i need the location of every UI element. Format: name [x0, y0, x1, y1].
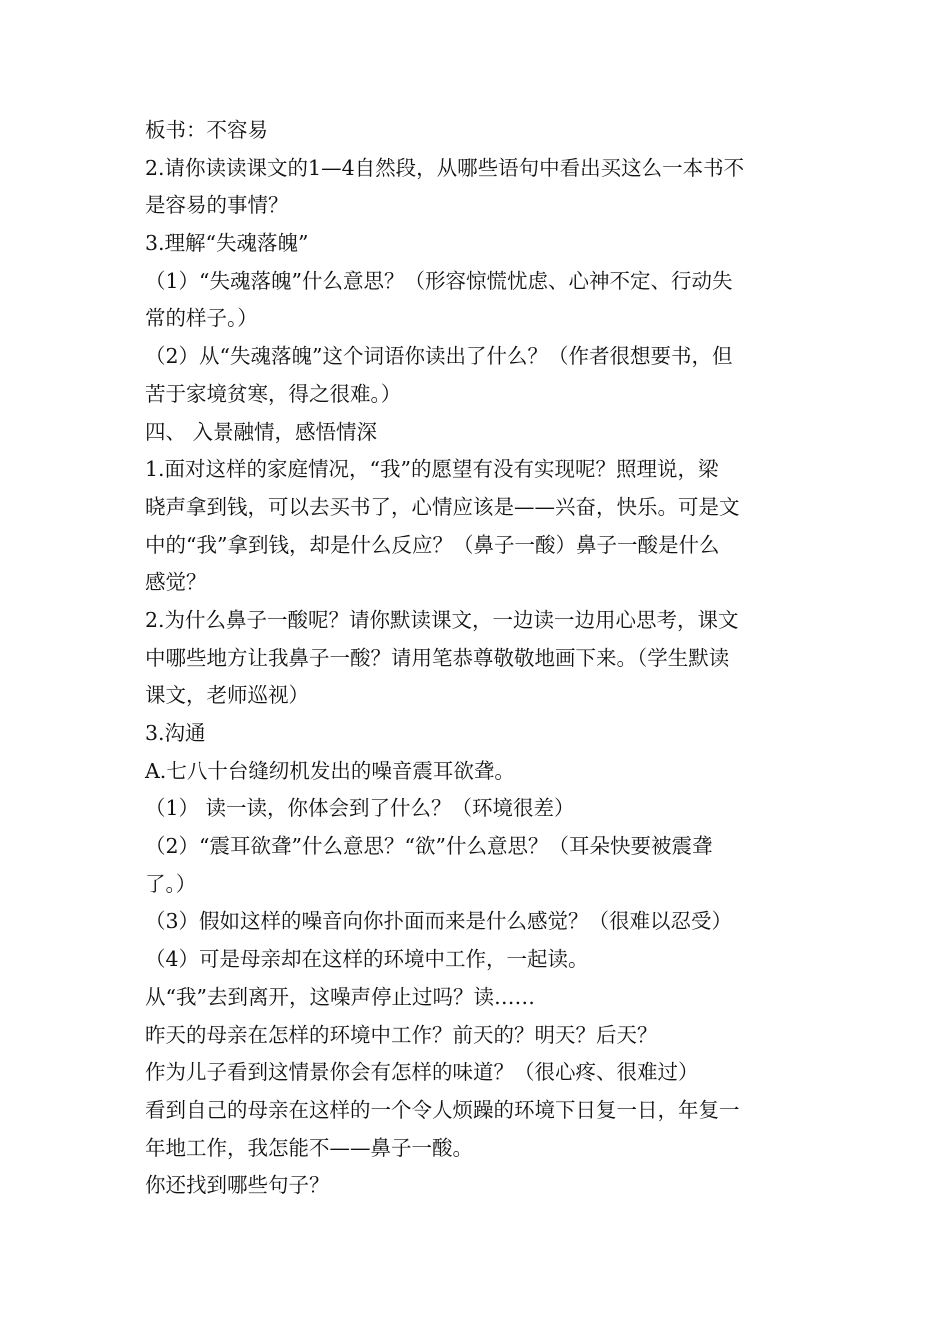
text-line: 从“我”去到离开，这噪声停止过吗？读…… — [145, 984, 535, 1009]
text-line: 苦于家境贫寒，得之很难。） — [145, 381, 402, 406]
text-line: 年地工作，我怎能不——鼻子一酸。 — [145, 1135, 473, 1160]
text-line: 2.为什么鼻子一酸呢？请你默读课文，一边读一边用心思考，课文 — [145, 607, 739, 632]
text-line: 3.理解“失魂落魄” — [145, 231, 309, 256]
section-heading: 四、 入景融情，感悟情深 — [145, 419, 378, 444]
text-line: （1） 读一读，你体会到了什么？（环境很差） — [145, 796, 575, 821]
text-line: 2.请你读读课文的1—4自然段，从哪些语句中看出买这么一本书不 — [145, 155, 745, 180]
text-line: 板书：不容易 — [145, 118, 268, 142]
text-line: 昨天的母亲在怎样的环境中工作？前天的？明天？后天？ — [145, 1022, 658, 1047]
text-line: 看到自己的母亲在这样的一个令人烦躁的环境下日复一日，年复一 — [145, 1097, 740, 1122]
text-line: 你还找到哪些句子？ — [145, 1173, 330, 1198]
text-line: 课文，老师巡视） — [145, 683, 309, 708]
text-line: 1.面对这样的家庭情况，“我”的愿望有没有实现呢？照理说，梁 — [145, 457, 719, 482]
text-line: （2）从“失魂落魄”这个词语你读出了什么？（作者很想要书，但 — [145, 344, 733, 369]
text-line: 感觉？ — [145, 570, 207, 595]
text-line: 中的“我”拿到钱，却是什么反应？（鼻子一酸）鼻子一酸是什么 — [145, 532, 720, 557]
text-line: 晓声拿到钱，可以去买书了，心情应该是——兴奋，快乐。可是文 — [145, 494, 740, 519]
text-line: 了。） — [145, 871, 197, 896]
text-line: 常的样子。） — [145, 306, 258, 331]
text-line: 是容易的事情？ — [145, 193, 289, 218]
text-line: A.七八十台缝纫机发出的噪音震耳欲聋。 — [145, 758, 515, 783]
text-line: （2）“震耳欲聋”什么意思？“欲”什么意思？（耳朵快要被震聋 — [145, 834, 713, 859]
text-line: （4）可是母亲却在这样的环境中工作，一起读。 — [145, 947, 589, 972]
document-body — [145, 112, 807, 1205]
text-line: （3）假如这样的噪音向你扑面而来是什么感觉？（很难以忍受） — [145, 909, 733, 934]
text-line: 作为儿子看到这情景你会有怎样的味道？（很心疼、很难过） — [145, 1060, 699, 1085]
text-line: 中哪些地方让我鼻子一酸？请用笔恭尊敬敬地画下来。（学生默读 — [145, 645, 730, 670]
text-line: 3.沟通 — [145, 721, 206, 745]
text-line: （1）“失魂落魄”什么意思？（形容惊慌忧虑、心神不定、行动失 — [145, 268, 733, 293]
